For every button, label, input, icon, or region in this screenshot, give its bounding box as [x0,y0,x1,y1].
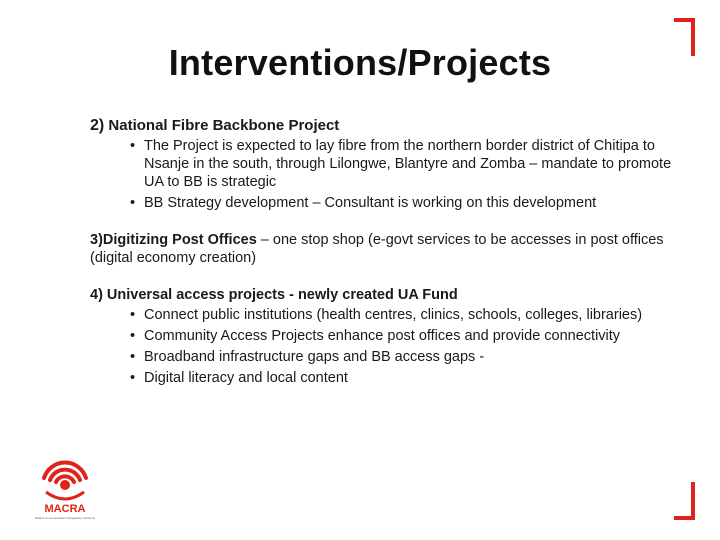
logo-tagline: Malawi Communications Regulatory Authority [34,516,96,520]
section-universal-access [90,286,680,387]
slide-title: Interventions/Projects [168,42,552,83]
list-item: • Broadband infrastructure gaps and BB access gaps - [130,349,485,365]
bullet-icon: • [130,307,136,323]
list-item: • Community Access Projects enhance post offices and provide connectivity [130,328,621,344]
section-fibre-backbone [90,117,680,212]
section-heading: 2) National Fibre Backbone Project [90,117,340,134]
section-post-offices [90,231,680,267]
macra-logo [34,452,96,522]
bullet-icon: • [130,138,136,154]
list-item: • BB Strategy development – Consultant is working on this development [130,195,597,211]
bullet-icon: • [130,349,136,365]
bullet-icon: • [130,328,136,344]
section-paragraph: 3)Digitizing Post Offices – one stop shop (e-govt services to be accesses in post offices (digital economy creation) [90,232,664,266]
slide-body [90,117,680,406]
list-item: • Connect public institutions (health centres, clinics, schools, colleges, libraries) [130,307,643,323]
section-heading: 4) Universal access projects - newly created UA Fund [90,287,458,303]
bullet-icon: • [130,370,136,386]
bullet-list [90,306,680,387]
section-heading: 3)Digitizing Post Offices [90,232,257,248]
bullet-icon: • [130,195,136,211]
logo-wordmark: MACRA [44,503,86,515]
corner-bracket-bottom-right [672,480,696,520]
list-item: • The Project is expected to lay fibre from the northern border district of Chitipa to Nsanje in the south, through Lilongwe, Blantyre and Zomba – mandate to promote UA to BB is strategic [130,138,672,190]
bullet-list [90,137,680,212]
list-item: • Digital literacy and local content [130,370,348,386]
